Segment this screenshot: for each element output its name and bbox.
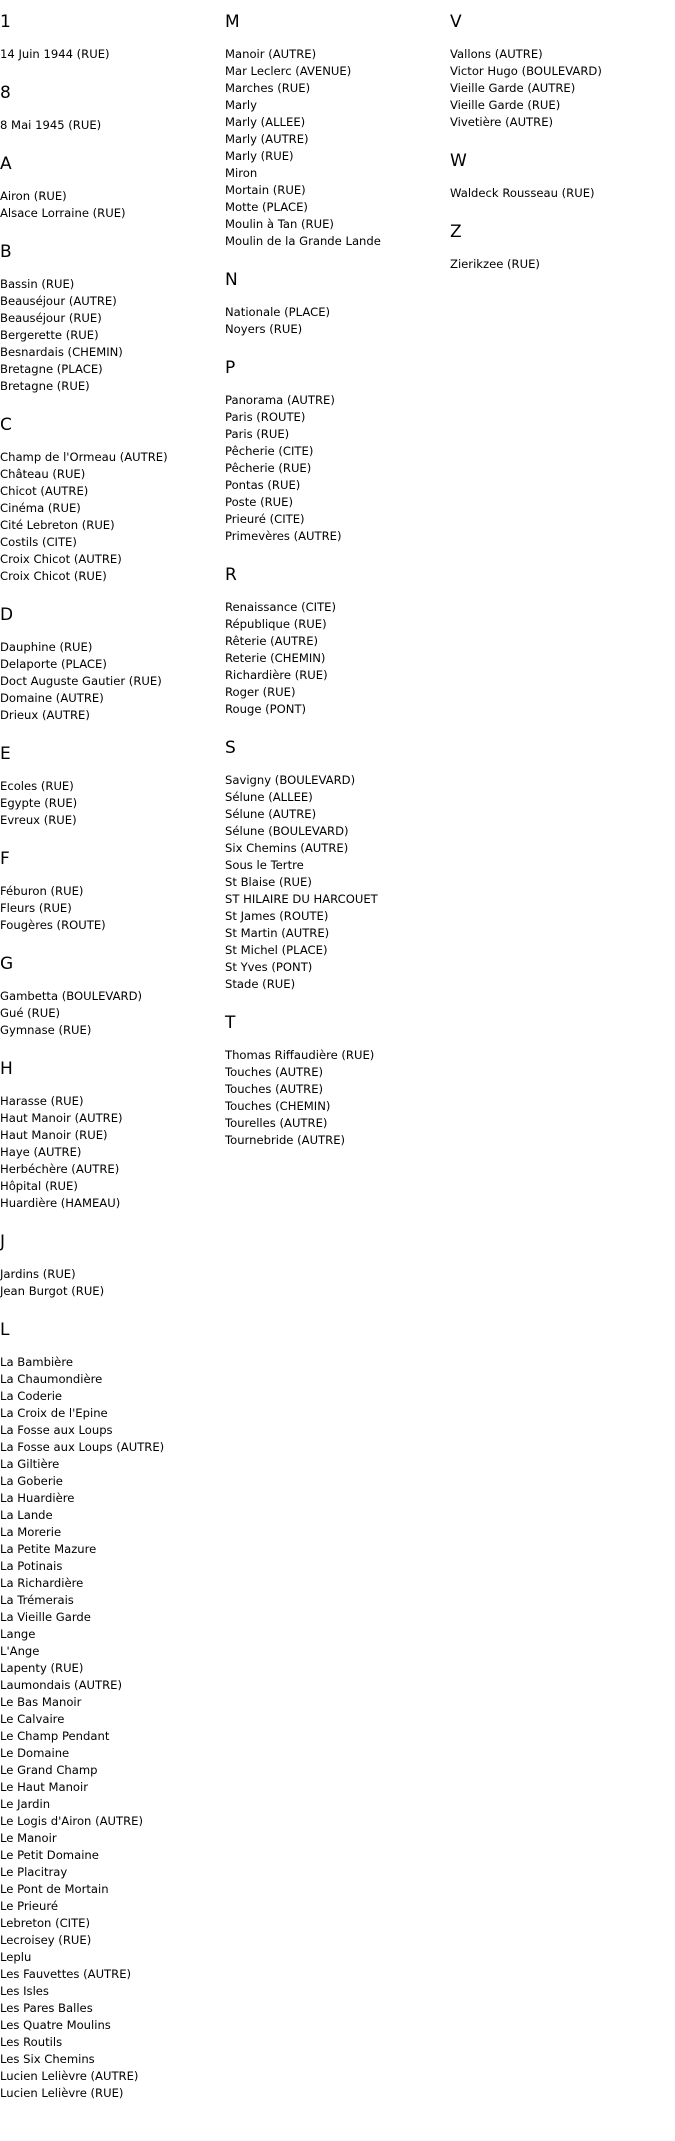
street-item: Pontas (RUE)	[225, 478, 301, 492]
street-item: La Fosse aux Loups	[0, 1423, 113, 1437]
street-item: ST HILAIRE DU HARCOUET	[225, 892, 378, 906]
street-item: Le Champ Pendant	[0, 1729, 110, 1743]
street-item: Le Grand Champ	[0, 1763, 98, 1777]
street-item: Jean Burgot (RUE)	[0, 1284, 105, 1298]
street-item: Laumondais (AUTRE)	[0, 1678, 122, 1692]
street-item: Dauphine (RUE)	[0, 640, 93, 654]
street-item: Mortain (RUE)	[225, 183, 306, 197]
street-item: Renaissance (CITE)	[225, 600, 337, 614]
street-item: Beauséjour (AUTRE)	[0, 294, 117, 308]
street-list	[0, 276, 225, 395]
letter-heading: D	[0, 605, 14, 625]
street-item: Chicot (AUTRE)	[0, 484, 89, 498]
street-item: Château (RUE)	[0, 467, 86, 481]
street-item: Vieille Garde (RUE)	[450, 98, 561, 112]
street-item: La Goberie	[0, 1474, 63, 1488]
street-item: Le Jardin	[0, 1797, 51, 1811]
letter-group	[0, 849, 225, 934]
street-item: La Chaumondière	[0, 1372, 103, 1386]
street-item: Le Petit Domaine	[0, 1848, 99, 1862]
letter-group	[0, 154, 225, 222]
letter-group	[450, 151, 675, 202]
street-item: Marly	[225, 98, 257, 112]
street-item: Egypte (RUE)	[0, 796, 78, 810]
street-item: Paris (RUE)	[225, 427, 290, 441]
street-item: République (RUE)	[225, 617, 327, 631]
street-item: Tournebride (AUTRE)	[225, 1133, 346, 1147]
letter-heading: S	[225, 738, 236, 758]
street-list	[0, 883, 225, 934]
street-item: Ecoles (RUE)	[0, 779, 74, 793]
letter-heading: Z	[450, 222, 462, 242]
street-item: Lucien Lelièvre (RUE)	[0, 2086, 124, 2100]
index-column-3	[450, 0, 675, 293]
street-item: Sous le Tertre	[225, 858, 304, 872]
street-item: La Fosse aux Loups (AUTRE)	[0, 1440, 165, 1454]
street-item: Lecroisey (RUE)	[0, 1933, 92, 1947]
street-item: 8 Mai 1945 (RUE)	[0, 118, 102, 132]
street-list	[450, 46, 675, 131]
letter-group	[225, 12, 450, 250]
index-column-1	[0, 0, 225, 2122]
letter-group	[225, 270, 450, 338]
street-item: Huardière (HAMEAU)	[0, 1196, 121, 1210]
street-item: Féburon (RUE)	[0, 884, 84, 898]
street-item: Poste (RUE)	[225, 495, 293, 509]
street-item: Panorama (AUTRE)	[225, 393, 335, 407]
letter-group	[225, 358, 450, 545]
street-item: La Trémerais	[0, 1593, 74, 1607]
letter-group	[0, 605, 225, 724]
street-item: Domaine (AUTRE)	[0, 691, 104, 705]
street-item: Rêterie (AUTRE)	[225, 634, 319, 648]
street-list	[0, 449, 225, 585]
street-item: Marly (RUE)	[225, 149, 294, 163]
street-item: Marly (ALLEE)	[225, 115, 306, 129]
street-item: Les Routils	[0, 2035, 63, 2049]
letter-heading: P	[225, 358, 236, 378]
street-item: Tourelles (AUTRE)	[225, 1116, 328, 1130]
street-item: St Martin (AUTRE)	[225, 926, 330, 940]
street-item: Six Chemins (AUTRE)	[225, 841, 349, 855]
street-item: Reterie (CHEMIN)	[225, 651, 326, 665]
letter-heading: B	[0, 242, 12, 262]
street-list	[225, 392, 450, 545]
street-item: Croix Chicot (RUE)	[0, 569, 107, 583]
street-item: Mar Leclerc (AVENUE)	[225, 64, 352, 78]
street-item: Le Manoir	[0, 1831, 57, 1845]
street-item: Bretagne (PLACE)	[0, 362, 103, 376]
street-item: Alsace Lorraine (RUE)	[0, 206, 126, 220]
street-item: Sélune (ALLEE)	[225, 790, 313, 804]
street-item: Le Domaine	[0, 1746, 70, 1760]
street-list	[225, 304, 450, 338]
street-list	[0, 1266, 225, 1300]
street-item: La Petite Mazure	[0, 1542, 97, 1556]
street-item: Thomas Riffaudière (RUE)	[225, 1048, 375, 1062]
street-item: Le Pont de Mortain	[0, 1882, 109, 1896]
street-list	[0, 46, 225, 63]
street-item: Waldeck Rousseau (RUE)	[450, 186, 595, 200]
street-item: Leplu	[0, 1950, 32, 1964]
street-item: Croix Chicot (AUTRE)	[0, 552, 122, 566]
street-list	[0, 988, 225, 1039]
letter-group	[225, 565, 450, 718]
street-item: Haut Manoir (RUE)	[0, 1128, 108, 1142]
street-item: Le Haut Manoir	[0, 1780, 89, 1794]
street-item: Les Fauvettes (AUTRE)	[0, 1967, 132, 1981]
street-item: Les Isles	[0, 1984, 49, 1998]
street-item: Le Placitray	[0, 1865, 68, 1879]
street-list	[0, 188, 225, 222]
letter-heading: 8	[0, 83, 11, 103]
street-item: Le Prieuré	[0, 1899, 58, 1913]
street-item: La Potinais	[0, 1559, 63, 1573]
street-item: Hôpital (RUE)	[0, 1179, 78, 1193]
street-item: Drieux (AUTRE)	[0, 708, 90, 722]
street-item: Sélune (AUTRE)	[225, 807, 317, 821]
street-item: Jardins (RUE)	[0, 1267, 76, 1281]
street-item: Zierikzee (RUE)	[450, 257, 540, 271]
street-item: Vallons (AUTRE)	[450, 47, 543, 61]
street-item: 14 Juin 1944 (RUE)	[0, 47, 110, 61]
street-item: Lange	[0, 1627, 36, 1641]
street-list	[450, 185, 675, 202]
street-item: Pêcherie (CITE)	[225, 444, 314, 458]
letter-group	[0, 242, 225, 395]
street-item: Gué (RUE)	[0, 1006, 61, 1020]
street-list	[225, 46, 450, 250]
street-item: Delaporte (PLACE)	[0, 657, 107, 671]
letter-group	[0, 1320, 225, 2102]
letter-heading: J	[0, 1232, 6, 1252]
letter-group	[0, 83, 225, 134]
street-item: Roger (RUE)	[225, 685, 296, 699]
letter-group	[0, 954, 225, 1039]
street-item: Nationale (PLACE)	[225, 305, 331, 319]
street-item: Harasse (RUE)	[0, 1094, 84, 1108]
street-item: Rouge (PONT)	[225, 702, 307, 716]
street-list	[225, 599, 450, 718]
street-item: Les Six Chemins	[0, 2052, 95, 2066]
street-item: Primevères (AUTRE)	[225, 529, 342, 543]
street-item: Airon (RUE)	[0, 189, 67, 203]
street-item: Savigny (BOULEVARD)	[225, 773, 356, 787]
letter-group	[450, 12, 675, 131]
street-item: Vieille Garde (AUTRE)	[450, 81, 576, 95]
street-item: Lapenty (RUE)	[0, 1661, 84, 1675]
street-item: Sélune (BOULEVARD)	[225, 824, 349, 838]
street-item: Fougères (ROUTE)	[0, 918, 106, 932]
letter-heading: C	[0, 415, 12, 435]
street-item: Richardière (RUE)	[225, 668, 328, 682]
letter-heading: A	[0, 154, 12, 174]
street-item: Stade (RUE)	[225, 977, 296, 991]
index-column-2	[225, 0, 450, 1169]
street-list	[0, 117, 225, 134]
letter-heading: N	[225, 270, 238, 290]
letter-group	[450, 222, 675, 273]
street-item: Herbéchère (AUTRE)	[0, 1162, 120, 1176]
letter-heading: H	[0, 1059, 13, 1079]
street-list	[450, 256, 675, 273]
letter-heading: L	[0, 1320, 10, 1340]
street-item: La Coderie	[0, 1389, 63, 1403]
street-item: Fleurs (RUE)	[0, 901, 72, 915]
letter-heading: R	[225, 565, 237, 585]
street-item: L'Ange	[0, 1644, 40, 1658]
street-item: Le Bas Manoir	[0, 1695, 82, 1709]
letter-group	[0, 415, 225, 585]
street-item: Gambetta (BOULEVARD)	[0, 989, 143, 1003]
street-item: Les Quatre Moulins	[0, 2018, 111, 2032]
street-item: Bretagne (RUE)	[0, 379, 90, 393]
street-item: Lebreton (CITE)	[0, 1916, 91, 1930]
street-list	[225, 1047, 450, 1149]
street-item: St James (ROUTE)	[225, 909, 329, 923]
letter-heading: G	[0, 954, 14, 974]
letter-group	[0, 1059, 225, 1212]
street-item: Le Calvaire	[0, 1712, 65, 1726]
street-item: Touches (AUTRE)	[225, 1082, 324, 1096]
street-item: Bassin (RUE)	[0, 277, 75, 291]
street-item: Bergerette (RUE)	[0, 328, 99, 342]
letter-heading: T	[225, 1013, 236, 1033]
street-item: Haye (AUTRE)	[0, 1145, 82, 1159]
street-list	[0, 1093, 225, 1212]
street-item: La Huardière	[0, 1491, 75, 1505]
street-item: Moulin à Tan (RUE)	[225, 217, 334, 231]
letter-group	[225, 738, 450, 993]
street-item: Vivetière (AUTRE)	[450, 115, 554, 129]
street-item: Pêcherie (RUE)	[225, 461, 312, 475]
letter-heading: 1	[0, 12, 11, 32]
letter-group	[0, 744, 225, 829]
street-item: Cité Lebreton (RUE)	[0, 518, 115, 532]
street-item: Moulin de la Grande Lande	[225, 234, 381, 248]
street-item: Miron	[225, 166, 258, 180]
street-item: Champ de l'Ormeau (AUTRE)	[0, 450, 168, 464]
street-item: La Bambière	[0, 1355, 73, 1369]
letter-heading: E	[0, 744, 11, 764]
street-item: La Morerie	[0, 1525, 62, 1539]
street-list	[0, 639, 225, 724]
street-item: Costils (CITE)	[0, 535, 77, 549]
street-item: Marches (RUE)	[225, 81, 311, 95]
street-item: La Vieille Garde	[0, 1610, 91, 1624]
street-item: Haut Manoir (AUTRE)	[0, 1111, 123, 1125]
street-item: Les Pares Balles	[0, 2001, 93, 2015]
street-item: Victor Hugo (BOULEVARD)	[450, 64, 602, 78]
letter-heading: W	[450, 151, 467, 171]
street-list	[225, 772, 450, 993]
street-item: La Croix de l'Epine	[0, 1406, 108, 1420]
street-item: Evreux (RUE)	[0, 813, 77, 827]
street-item: St Blaise (RUE)	[225, 875, 312, 889]
street-list	[0, 1354, 225, 2102]
letter-group	[0, 12, 225, 63]
street-item: Marly (AUTRE)	[225, 132, 309, 146]
street-item: Touches (AUTRE)	[225, 1065, 324, 1079]
street-item: Gymnase (RUE)	[0, 1023, 92, 1037]
street-item: Noyers (RUE)	[225, 322, 303, 336]
street-item: Cinéma (RUE)	[0, 501, 81, 515]
street-item: Touches (CHEMIN)	[225, 1099, 331, 1113]
street-item: Beauséjour (RUE)	[0, 311, 102, 325]
street-item: St Michel (PLACE)	[225, 943, 328, 957]
street-item: Doct Auguste Gautier (RUE)	[0, 674, 162, 688]
street-item: Paris (ROUTE)	[225, 410, 306, 424]
letter-group	[225, 1013, 450, 1149]
street-item: Manoir (AUTRE)	[225, 47, 317, 61]
street-item: St Yves (PONT)	[225, 960, 313, 974]
street-item: La Giltière	[0, 1457, 60, 1471]
street-list	[0, 778, 225, 829]
street-item: Motte (PLACE)	[225, 200, 308, 214]
letter-group	[0, 1232, 225, 1300]
street-item: Besnardais (CHEMIN)	[0, 345, 123, 359]
letter-heading: M	[225, 12, 240, 32]
street-item: La Lande	[0, 1508, 53, 1522]
street-item: La Richardière	[0, 1576, 84, 1590]
street-item: Le Logis d'Airon (AUTRE)	[0, 1814, 143, 1828]
street-item: Prieuré (CITE)	[225, 512, 305, 526]
street-item: Lucien Lelièvre (AUTRE)	[0, 2069, 139, 2083]
letter-heading: F	[0, 849, 10, 869]
letter-heading: V	[450, 12, 462, 32]
